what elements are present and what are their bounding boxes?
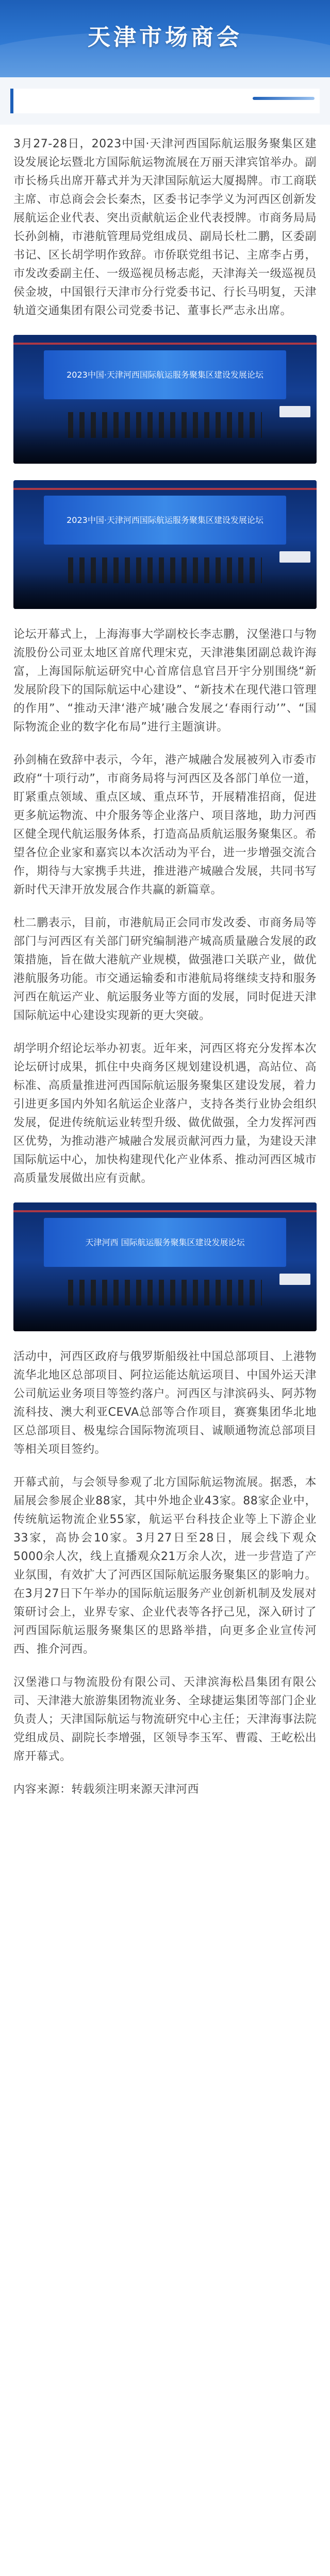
stage-screen-text [50,368,280,374]
subbar-accent-rule [10,89,320,113]
header-subbar [0,77,330,125]
subbar-decoration [253,97,315,100]
article-paragraph: 汉堡港口与物流股份有限公司、天津滨海松昌集团有限公司、天津港大旅游集团物流业务、全球捷运集团等部门企业负责人；天津国际航运与物流研究中心主任；天津海事法院党组成员、副院长李增强，区领导李玉军、曹霞、王屹松出席开幕式。 [13,1676,317,1763]
article-paragraph: 活动中，河西区政府与俄罗斯船级社中国总部项目、上港物流华北地区总部项目、阿拉运能达航运项目、中国外运天津公司航运业务项目等签约落户。河西区与津滨码头、阿苏物流科技、澳大利亚CEVA总部等合作项目，赛赛集团华北地区总部项目、极鬼综合国际物流项目、诚顺通物流总部项目等相关项目签约。 [13,1350,317,1456]
article-paragraph: 胡学明介绍论坛举办初衷。近年来，河西区将充分发挥本次论坛研讨成果，抓住中央商务区规划建设机遇，高站位、高标准、高质量推进河西国际航运服务聚集区建设发展，着力引进更多国内外知名航运企业落户，支持各类行业协会组织发展，促进传统航运业转型升级、做优做强，全力发挥河西区优势，为推动港产城融合发展贡献河西力量，为建设天津国际航运中心，加快构建现代化产业体系、推动河西区城市高质量发展做出应有贡献。 [13,1042,317,1185]
event-logo [279,406,310,417]
stage-top-accent [13,488,317,490]
event-logo [279,1274,310,1285]
stage-floor [13,573,317,609]
article-paragraph: 论坛开幕式上，上海海事大学副校长李志鹏，汉堡港口与物流股份公司亚太地区首席代理宋克，天津港集团副总裁许海富，上海国际航运研究中心首席信息官吕开宇分别围绕“新发展阶段下的国际航运中心建设”、“新技术在现代港口管理的作用”、“推动天津‘港产城’融合发展之‘春雨行动’”、“国际物流企业的数字化布局”进行主题演讲。 [13,628,317,734]
stage-screen-text [50,1236,280,1241]
page-title: 天津市场商会 [88,24,242,50]
article-paragraph: 3月27-28日，2023中国·天津河西国际航运服务聚集区建设发展论坛暨北方国际航运物流展在万丽天津宾馆举办。副市长杨兵出席开幕式并为天津国际航运大厦揭牌。市工商联主席、市总商会会长秦杰，区委书记李学义为河西区创新发展航运企业代表、突出贡献航运企业代表授牌。市商务局局长孙剑楠，市港航管理局党组成员、副局长杜二鹏，区委副书记、区长胡学明作致辞。市侨联党组书记、主席李占勇，市发改委副主任、一级巡视员杨志彪，天津海关一级巡视员侯金坡，中国银行天津市分行党委书记、行长马明复，天津轨道交通集团有限公司党委书记、董事长严志永出席。 [13,138,317,317]
article-body [13,135,317,1814]
event-logo [279,551,310,563]
stage-floor [13,1295,317,1331]
stage-screen-text [50,514,280,519]
stage-top-accent [13,1210,317,1212]
article-source: 内容来源：转载须注明来源天津河西 [13,1783,200,1796]
article-paragraph: 孙剑楠在致辞中表示，今年，港产城融合发展被列入市委市政府“十项行动”，市商务局将与河西区及各部门单位一道，盯紧重点领域、重点区域、重点环节，开展精准招商，促进更多航运物流、中介服务等企业落户、项目落地，助力河西区健全现代航运服务体系，打造高品质航运服务聚集区。希望各位企业家和嘉宾以本次活动为平台，进一步增强交流合作，期待与大家携手共进，推进港产城融合发展，共同书写新时代天津开放发展合作共赢的新篇章。 [13,754,317,896]
stage-floor [13,428,317,464]
stage-top-accent [13,343,317,345]
forum-opening-photo-2 [13,480,317,609]
forum-opening-photo-1 [13,335,317,464]
article-paragraph: 开幕式前，与会领导参观了北方国际航运物流展。据悉，本届展会参展企业88家，其中外地企业43家。88家企业中，传统航运物流企业55家，航运平台科技企业等上下游企业33家，高协会10家。3月27日至28日，展会线下观众5000余人次，线上直播观众21万余人次，进一步营造了产业氛围，有效扩大了河西区国际航运服务聚集区的影响力。在3月27日下午举办的国际航运服务产业创新机制及发展对策研讨会上，业界专家、企业代表等各抒己见，深入研讨了河西国际航运服务聚集区的思路举措，向更多企业宣传河西、推介河西。 [13,1476,317,1656]
article-paragraph: 杜二鹏表示，目前，市港航局正会同市发改委、市商务局等部门与河西区有关部门研究编制港产城高质量融合发展的政策措施，旨在做大港航产业规模，做强港口关联产业，做优港航服务功能。市交通运输委和市港航局将继续支持和服务河西在航运产业、航运服务业等方面的发展，同时促进天津国际航运中心建设实现新的更大突破。 [13,917,317,1022]
forum-signing-photo-3 [13,1202,317,1331]
header-banner [0,0,330,77]
